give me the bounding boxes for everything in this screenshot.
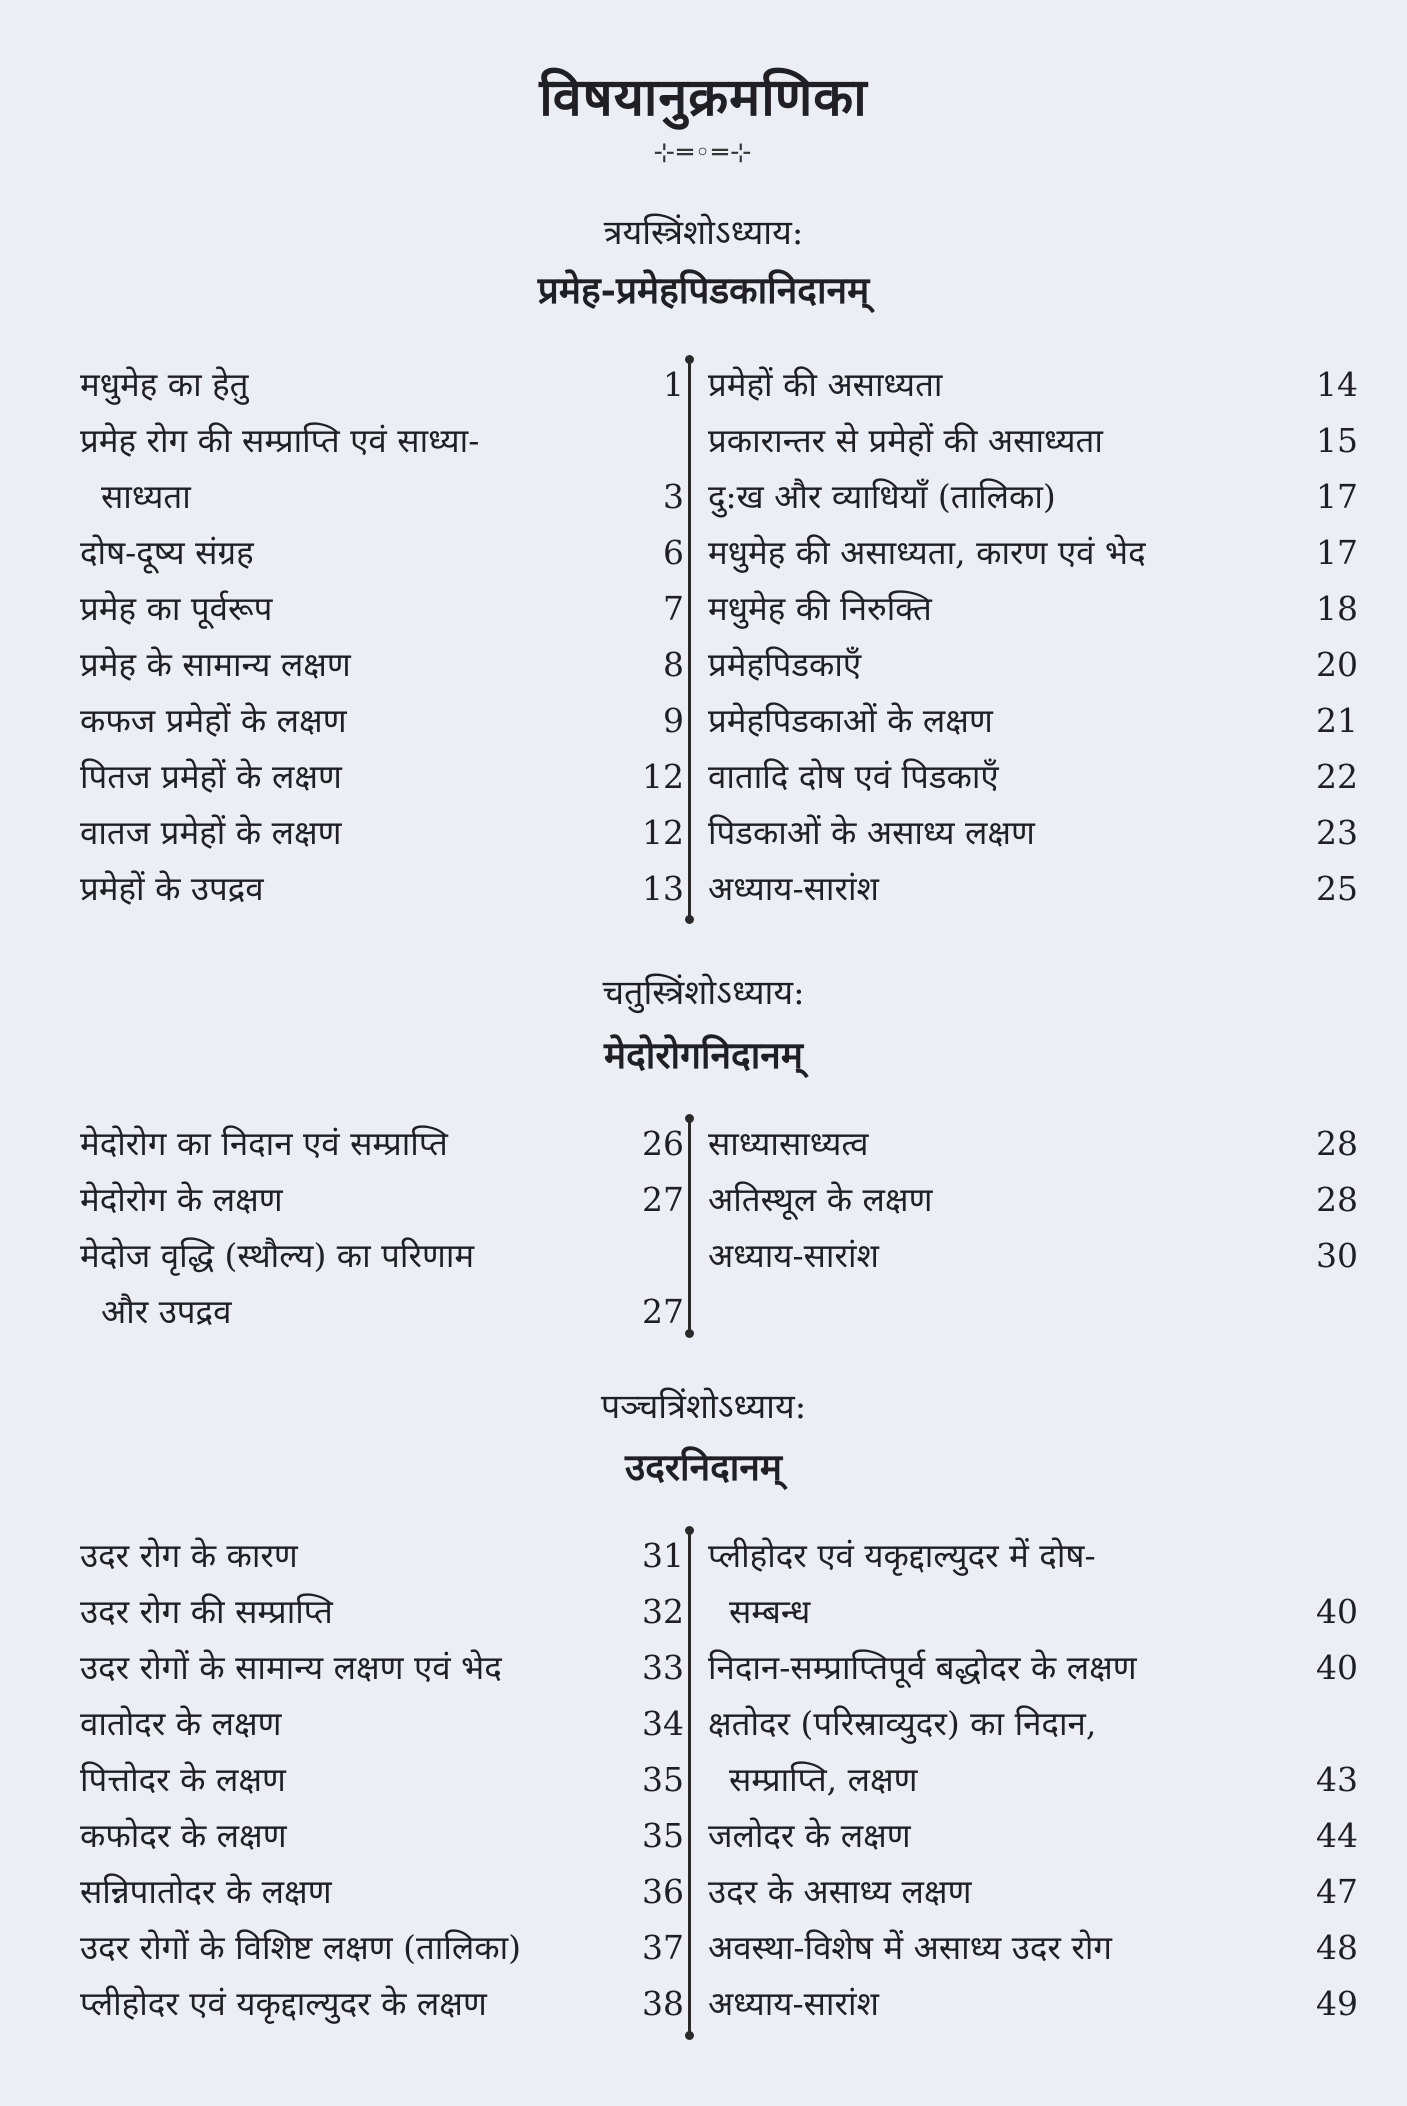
- toc-entry-title: दु:ख और व्याधियाँ (तालिका): [708, 477, 1056, 516]
- toc-entry-page: 28: [1316, 1124, 1358, 1163]
- toc-entry-page: 6: [663, 533, 684, 572]
- toc-entry-page: 27: [642, 1292, 684, 1331]
- toc-entry: [700, 1864, 1380, 1920]
- toc-entry: [700, 357, 1380, 413]
- toc-entry-page: 12: [642, 813, 684, 852]
- toc-entry-page: 27: [642, 1180, 684, 1219]
- toc-entry: [80, 693, 690, 749]
- toc-entry: [700, 413, 1380, 469]
- toc-entry-title: वातोदर के लक्षण: [80, 1704, 282, 1743]
- toc-entry-title: प्रमेहपिडकाओं के लक्षण: [708, 701, 993, 740]
- toc-entry-page: 43: [1316, 1760, 1358, 1799]
- toc-entry-page: 15: [1316, 421, 1358, 460]
- toc-entry-title: प्रकारान्तर से प्रमेहों की असाध्यता: [708, 421, 1103, 460]
- toc-entry-title: मधुमेह का हेतु: [80, 365, 249, 404]
- toc-entry: [700, 1116, 1380, 1172]
- toc-entry-title: प्लीहोदर एवं यकृद्दाल्युदर के लक्षण: [80, 1984, 487, 2023]
- toc-entry: [700, 805, 1380, 861]
- toc-entry: [80, 357, 690, 413]
- toc-entry-title: प्रमेहों के उपद्रव: [80, 869, 264, 908]
- toc-entry-page: 40: [1316, 1592, 1358, 1631]
- toc-entry-title: वातज प्रमेहों के लक्षण: [80, 813, 342, 852]
- toc-entry-title: उदर रोगों के सामान्य लक्षण एवं भेद: [80, 1648, 502, 1687]
- toc-entry: [80, 637, 690, 693]
- toc-entry: [80, 805, 690, 861]
- toc-entry: [80, 1172, 690, 1228]
- toc-entry-title: प्लीहोदर एवं यकृद्दाल्युदर में दोष- सम्बन्ध: [708, 1536, 1096, 1631]
- toc-right-column: [700, 357, 1380, 917]
- toc-section: [80, 1116, 1358, 1336]
- toc-entry: [80, 1584, 690, 1640]
- toc-entry-title: अध्याय-सारांश: [708, 1236, 879, 1275]
- toc-entry-title: प्रमेह के सामान्य लक्षण: [80, 645, 351, 684]
- toc-entry-page: 31: [642, 1536, 684, 1575]
- toc-entry-title: उदर रोग की सम्प्राप्ति: [80, 1592, 333, 1631]
- toc-entry: [80, 1640, 690, 1696]
- toc-entry-title: प्रमेह रोग की सम्प्राप्ति एवं साध्या- साध्यता: [80, 421, 480, 516]
- toc-entry: [80, 1808, 690, 1864]
- toc-entry-page: 38: [642, 1984, 684, 2023]
- toc-right-column: [700, 1116, 1380, 1284]
- chapter-title: मेदोरोगनिदानम्: [604, 1033, 803, 1077]
- toc-entry-title: मधुमेह की निरुक्ति: [708, 589, 932, 628]
- chapter-title: प्रमेह-प्रमेहपिडकानिदानम्: [537, 268, 870, 312]
- toc-entry-title: अध्याय-सारांश: [708, 1984, 879, 2023]
- toc-entry-title: उदर रोगों के विशिष्ट लक्षण (तालिका): [80, 1928, 522, 1967]
- toc-entry-title: उदर के असाध्य लक्षण: [708, 1872, 972, 1911]
- toc-entry: [700, 1696, 1380, 1808]
- toc-entry-page: 17: [1316, 477, 1358, 516]
- toc-entry-page: 22: [1316, 757, 1358, 796]
- toc-entry-page: 17: [1316, 533, 1358, 572]
- toc-entry-page: 35: [642, 1760, 684, 1799]
- toc-entry-title: दोष-दूष्य संग्रह: [80, 533, 254, 572]
- toc-entry-page: 40: [1316, 1648, 1358, 1687]
- toc-entry-title: निदान-सम्प्राप्तिपूर्व बद्धोदर के लक्षण: [708, 1648, 1137, 1687]
- toc-entry-page: 1: [663, 365, 684, 404]
- toc-entry-page: 35: [642, 1816, 684, 1855]
- toc-entry-page: 13: [642, 869, 684, 908]
- toc-entry: [80, 1228, 690, 1340]
- toc-entry: [80, 1116, 690, 1172]
- toc-entry-page: 9: [663, 701, 684, 740]
- toc-entry: [80, 1920, 690, 1976]
- toc-entry-page: 26: [642, 1124, 684, 1163]
- toc-entry-page: 21: [1316, 701, 1358, 740]
- toc-entry-title: मधुमेह की असाध्यता, कारण एवं भेद: [708, 533, 1146, 572]
- toc-entry-page: 30: [1316, 1236, 1358, 1275]
- toc-entry-page: 33: [642, 1648, 684, 1687]
- toc-entry-page: 23: [1316, 813, 1358, 852]
- chapter-label: चतुस्त्रिंशोऽध्याय:: [602, 973, 805, 1013]
- toc-left-column: [80, 1528, 690, 2032]
- column-divider: [688, 1120, 691, 1332]
- toc-entry: [80, 1696, 690, 1752]
- toc-entry-page: 32: [642, 1592, 684, 1631]
- toc-entry: [700, 1976, 1380, 2032]
- toc-entry: [700, 749, 1380, 805]
- toc-entry: [80, 413, 690, 525]
- toc-entry-title: प्रमेह का पूर्वरूप: [80, 589, 273, 628]
- toc-entry-page: 37: [642, 1928, 684, 1967]
- toc-entry-title: प्रमेहों की असाध्यता: [708, 365, 943, 404]
- chapter-title: उदरनिदानम्: [624, 1445, 783, 1489]
- toc-entry-title: कफज प्रमेहों के लक्षण: [80, 701, 347, 740]
- chapter-label: पञ्चत्रिंशोऽध्याय:: [600, 1387, 807, 1427]
- toc-entry: [700, 1528, 1380, 1640]
- toc-entry-title: अवस्था-विशेष में असाध्य उदर रोग: [708, 1928, 1112, 1967]
- toc-entry-title: वातादि दोष एवं पिडकाएँ: [708, 757, 999, 796]
- toc-entry: [700, 1172, 1380, 1228]
- toc-entry: [700, 581, 1380, 637]
- toc-entry: [80, 1864, 690, 1920]
- toc-entry-page: 18: [1316, 589, 1358, 628]
- toc-entry: [700, 637, 1380, 693]
- toc-entry-title: मेदोरोग का निदान एवं सम्प्राप्ति: [80, 1124, 448, 1163]
- toc-entry-page: 25: [1316, 869, 1358, 908]
- toc-entry: [80, 749, 690, 805]
- toc-entry-page: 7: [663, 589, 684, 628]
- toc-entry-page: 28: [1316, 1180, 1358, 1219]
- toc-entry: [80, 525, 690, 581]
- toc-entry-title: पित्तोदर के लक्षण: [80, 1760, 286, 1799]
- toc-entry-title: जलोदर के लक्षण: [708, 1816, 911, 1855]
- toc-entry-page: 3: [663, 477, 684, 516]
- toc-entry-page: 34: [642, 1704, 684, 1743]
- toc-entry: [80, 581, 690, 637]
- toc-section: [80, 357, 1358, 922]
- toc-entry-page: 14: [1316, 365, 1358, 404]
- toc-entry-page: 49: [1316, 1984, 1358, 2023]
- toc-entry-title: कफोदर के लक्षण: [80, 1816, 287, 1855]
- toc-entry-page: 47: [1316, 1872, 1358, 1911]
- toc-entry-page: 36: [642, 1872, 684, 1911]
- toc-entry: [80, 1976, 690, 2032]
- toc-entry: [700, 1920, 1380, 1976]
- toc-entry: [700, 469, 1380, 525]
- toc-entry-page: 12: [642, 757, 684, 796]
- column-divider: [688, 1532, 691, 2034]
- toc-entry-page: 8: [663, 645, 684, 684]
- toc-entry: [700, 1640, 1380, 1696]
- toc-entry-title: क्षतोदर (परिस्राव्युदर) का निदान, सम्प्राप्ति, लक्षण: [708, 1704, 1097, 1799]
- toc-entry-title: अध्याय-सारांश: [708, 869, 879, 908]
- toc-entry-title: पिडकाओं के असाध्य लक्षण: [708, 813, 1035, 852]
- toc-entry-title: प्रमेहपिडकाएँ: [708, 645, 862, 684]
- toc-entry-title: मेदोज वृद्धि (स्थौल्य) का परिणाम और उपद्रव: [80, 1236, 475, 1331]
- toc-entry: [80, 861, 690, 917]
- toc-entry-title: साध्यासाध्यत्व: [708, 1124, 869, 1163]
- toc-entry: [700, 861, 1380, 917]
- toc-entry-title: सन्निपातोदर के लक्षण: [80, 1872, 332, 1911]
- toc-left-column: [80, 1116, 690, 1340]
- toc-section: [80, 1528, 1358, 2038]
- toc-entry: [80, 1528, 690, 1584]
- chapter-label: त्रयस्त्रिंशोऽध्याय:: [603, 213, 804, 253]
- toc-entry: [80, 1752, 690, 1808]
- toc-entry-page: 20: [1316, 645, 1358, 684]
- toc-entry-title: उदर रोग के कारण: [80, 1536, 298, 1575]
- page-title: विषयानुक्रमणिका: [539, 67, 868, 128]
- toc-entry: [700, 1808, 1380, 1864]
- column-divider: [688, 361, 691, 918]
- toc-entry: [700, 1228, 1380, 1284]
- toc-entry-page: 44: [1316, 1816, 1358, 1855]
- title-ornament: ⊹═◦═⊹: [653, 138, 754, 168]
- toc-entry-page: 48: [1316, 1928, 1358, 1967]
- toc-left-column: [80, 357, 690, 917]
- toc-entry: [700, 693, 1380, 749]
- toc-entry-title: पितज प्रमेहों के लक्षण: [80, 757, 342, 796]
- toc-entry-title: मेदोरोग के लक्षण: [80, 1180, 283, 1219]
- toc-right-column: [700, 1528, 1380, 2032]
- toc-entry: [700, 525, 1380, 581]
- toc-entry-title: अतिस्थूल के लक्षण: [708, 1180, 933, 1219]
